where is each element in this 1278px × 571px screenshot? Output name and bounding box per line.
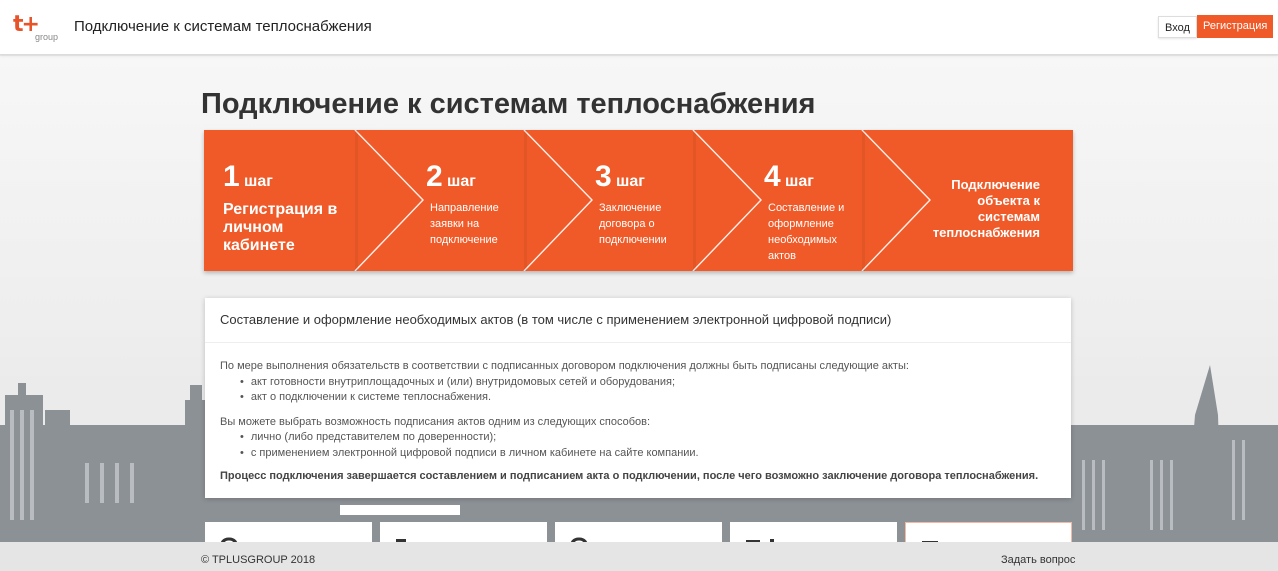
step-1-text: Регистрация в личном кабинете [223, 201, 338, 254]
card-heading: Составление и оформление необходимых актов (в том числе с применением электронной цифровой подписи) [205, 298, 1071, 343]
step-2-text: Направление заявки на подключение [430, 202, 499, 246]
header-title: Подключение к системам теплоснабжения [74, 18, 372, 35]
list-item: • с применением электронной цифровой подписи в личном кабинете на сайте компании. [240, 446, 1071, 462]
card-paragraph-1: По мере выполнения обязательств в соответствии с подписанных договором подключения должны быть подписаны следующие акты: [220, 360, 909, 372]
step-3-word: шаг [616, 173, 645, 190]
ask-question-link[interactable]: Задать вопрос [1001, 554, 1076, 566]
step-3-text: Заключение договора о подключении [599, 202, 667, 246]
list-item: • акт готовности внутриплощадочных и (или) внутридомовых сетей и оборудования; [240, 375, 1071, 391]
login-button[interactable]: Вход [1158, 16, 1197, 38]
step-4-word: шаг [785, 173, 814, 190]
step-3-number: 3 [595, 160, 612, 193]
register-button[interactable]: Регистрация [1197, 15, 1273, 38]
copyright: © TPLUSGROUP 2018 [201, 554, 316, 566]
step-1-number: 1 [223, 160, 240, 193]
step-4-number: 4 [764, 160, 781, 193]
list-item: • акт о подключении к системе теплоснабжения. [240, 390, 1071, 406]
page-title: Подключение к системам теплоснабжения [201, 88, 816, 120]
step-4-text: Составление и оформление необходимых актов [768, 202, 845, 262]
step-1-word: шаг [244, 173, 273, 190]
list-item: • лично (либо представителем по доверенности); [240, 430, 1071, 446]
acts-list [220, 375, 1071, 406]
top-header [0, 0, 1278, 55]
logo-mark: t+ [13, 12, 38, 37]
logo[interactable] [13, 14, 61, 44]
card-body [205, 343, 1071, 485]
card-note: Процесс подключения завершается составлением и подписанием акта о подключении, после чего возможно заключение договора теплоснабжения. [220, 470, 1039, 482]
footer [0, 542, 1278, 571]
logo-subtitle: group [35, 32, 59, 42]
step-2-word: шаг [447, 173, 476, 190]
final-step-text[interactable]: Подключение объекта к системам теплоснабжения [932, 177, 1040, 240]
steps-banner [204, 130, 1073, 271]
step-2-number: 2 [426, 160, 443, 193]
signing-methods-list [220, 430, 1071, 461]
info-card [205, 298, 1071, 498]
card-paragraph-2: Вы можете выбрать возможность подписания актов одним из следующих способов: [220, 415, 651, 428]
